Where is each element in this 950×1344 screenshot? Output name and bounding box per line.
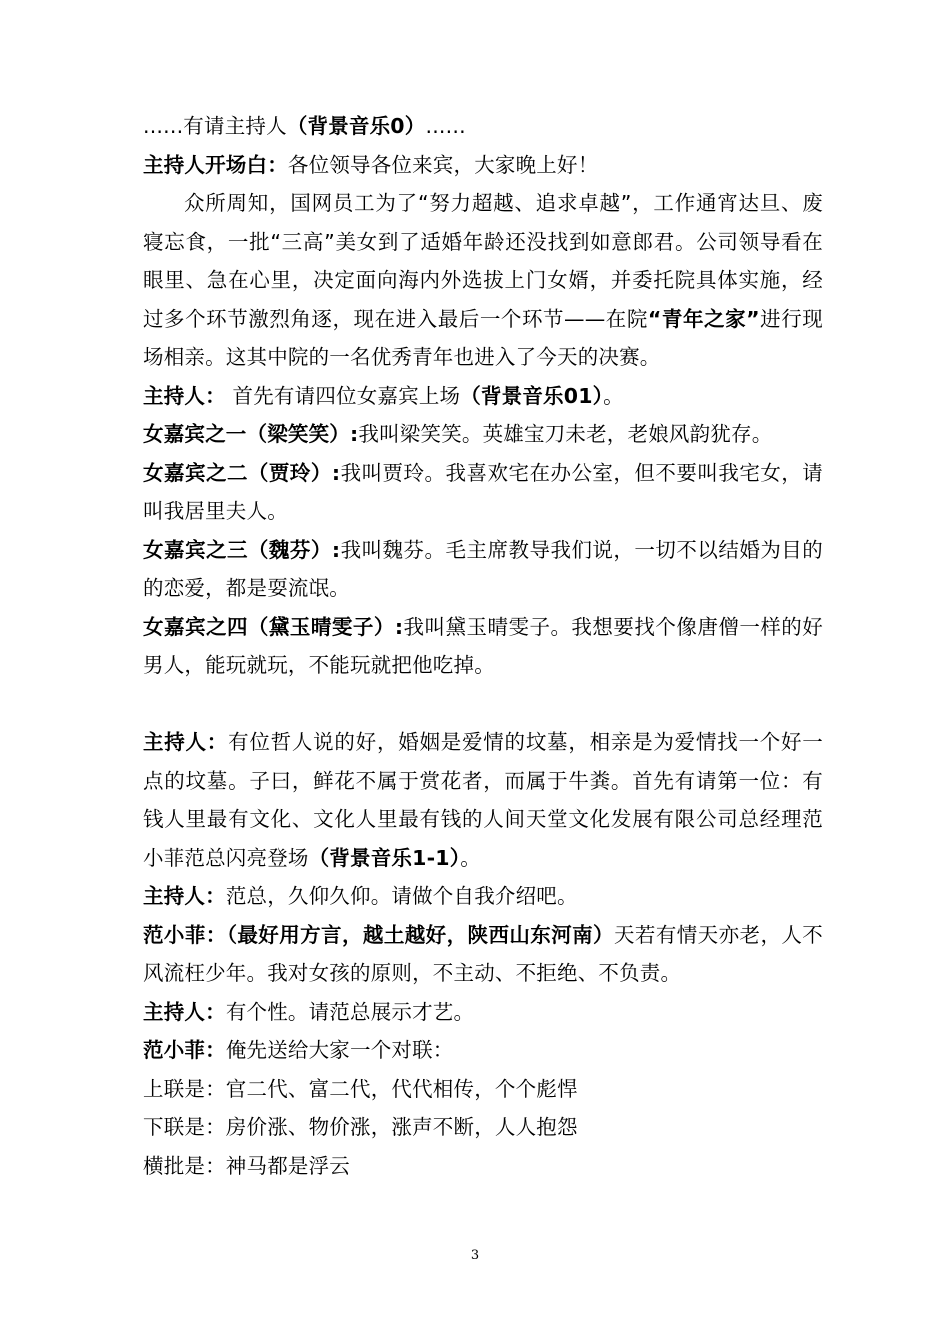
- bold-text: 主持人：: [143, 884, 226, 908]
- text-run: ......: [425, 114, 466, 138]
- text-run: 有位哲人说的好，婚姻是爱情的坟墓，相亲是为爱情找一个好一点的坟墓。子曰，鲜花不属于赏花者，而属于牛粪。首先有请第一位：有钱人里最有文化、文化人里最有钱的人间天堂文化发展有限公司总经理范小菲范总闪亮登场: [143, 730, 823, 870]
- bold-text: 主持人：: [143, 730, 229, 754]
- paragraph: [143, 877, 823, 916]
- text-run: 天若有情天亦老，人不风流枉少年。我对女孩的原则，不主动、不拒绝、不负责。: [143, 922, 823, 985]
- bold-text: 主持人开场白：: [143, 152, 288, 177]
- bold-text: （背景音乐1-1）: [308, 845, 461, 870]
- text-run: 我叫贾玲。我喜欢宅在办公室，但不要叫我宅女，请叫我居里夫人。: [143, 460, 823, 523]
- text-run: 有个性。请范总展示才艺。: [225, 999, 475, 1024]
- bold-text: （背景音乐0）: [286, 114, 426, 138]
- text-run: 横批是：神马都是浮云: [143, 1153, 350, 1178]
- text-run: 众所周知，国网员工为了“努力超越、追求卓越”，工作通宵达旦、废寝忘食，一批“三高”美女到了适婚年龄还没找到如意郎君。公司领导看在眼里、急在心里，决定面向海内外选拔上门女婿，并委托院具体实施，经过多个环节激烈角逐，现在进入最后一个环节——在院: [143, 191, 823, 331]
- paragraph: [143, 146, 823, 185]
- bold-text: 女嘉宾之三（魏芬）:: [143, 537, 341, 562]
- text-run: 我叫魏芬。毛主席教导我们说，一切不以结婚为目的的恋爱，都是耍流氓。: [143, 537, 823, 600]
- page-number: 3: [470, 1248, 480, 1263]
- paragraph: [143, 993, 823, 1032]
- bold-text: “青年之家”: [647, 306, 760, 331]
- paragraph: [143, 1031, 823, 1070]
- text-run: 各位领导各位来宾，大家晚上好！: [287, 152, 599, 177]
- bold-text: 主持人：: [143, 383, 226, 408]
- text-run: 我叫梁笑笑。英雄宝刀未老，老娘风韵犹存。: [358, 422, 773, 446]
- paragraph: [143, 1070, 823, 1109]
- paragraph: [143, 184, 823, 377]
- text-run: 我叫黛玉晴雯子。我想要找个像唐僧一样的好男人，能玩就玩，不能玩就把他吃掉。: [143, 614, 823, 677]
- blank-line: [143, 685, 823, 724]
- bold-text: 范小菲：: [143, 1038, 226, 1062]
- paragraph: [143, 1108, 823, 1147]
- paragraph: [143, 916, 823, 993]
- bold-text: 女嘉宾之四（黛玉晴雯子）:: [143, 614, 404, 639]
- text-run: 俺先送给大家一个对联：: [225, 1038, 454, 1062]
- text-run: 上联是：官二代、富二代，代代相传，个个彪悍: [143, 1076, 578, 1101]
- bold-text: 女嘉宾之一（梁笑笑）:: [143, 422, 359, 446]
- text-run: 首先有请四位女嘉宾上场: [225, 383, 461, 408]
- text-run: 下联是：房价涨、物价涨，涨声不断，人人抱怨: [143, 1115, 578, 1139]
- text-run: 范总，久仰久仰。请做个自我介绍吧。: [225, 884, 578, 908]
- bold-text: （背景音乐01）: [460, 383, 604, 408]
- bold-text: 主持人：: [143, 999, 226, 1024]
- paragraph: [143, 723, 823, 877]
- document-body: [143, 107, 823, 1185]
- paragraph: [143, 107, 823, 146]
- paragraph: [143, 608, 823, 685]
- paragraph: [143, 454, 823, 531]
- bold-text: 女嘉宾之二（贾玲）:: [143, 460, 341, 485]
- paragraph: [143, 531, 823, 608]
- paragraph: [143, 415, 823, 454]
- text-run: ......有请主持人: [143, 114, 287, 138]
- text-run: 进行现场相亲。这其中院的一名优秀青年也进入了今天的决赛。: [143, 306, 823, 369]
- text-run: 。: [603, 383, 624, 408]
- paragraph: [143, 377, 823, 416]
- bold-text: 范小菲：（最好用方言，越土越好，陕西山东河南）: [143, 922, 614, 947]
- paragraph: [143, 1147, 823, 1186]
- text-run: 。: [460, 845, 481, 870]
